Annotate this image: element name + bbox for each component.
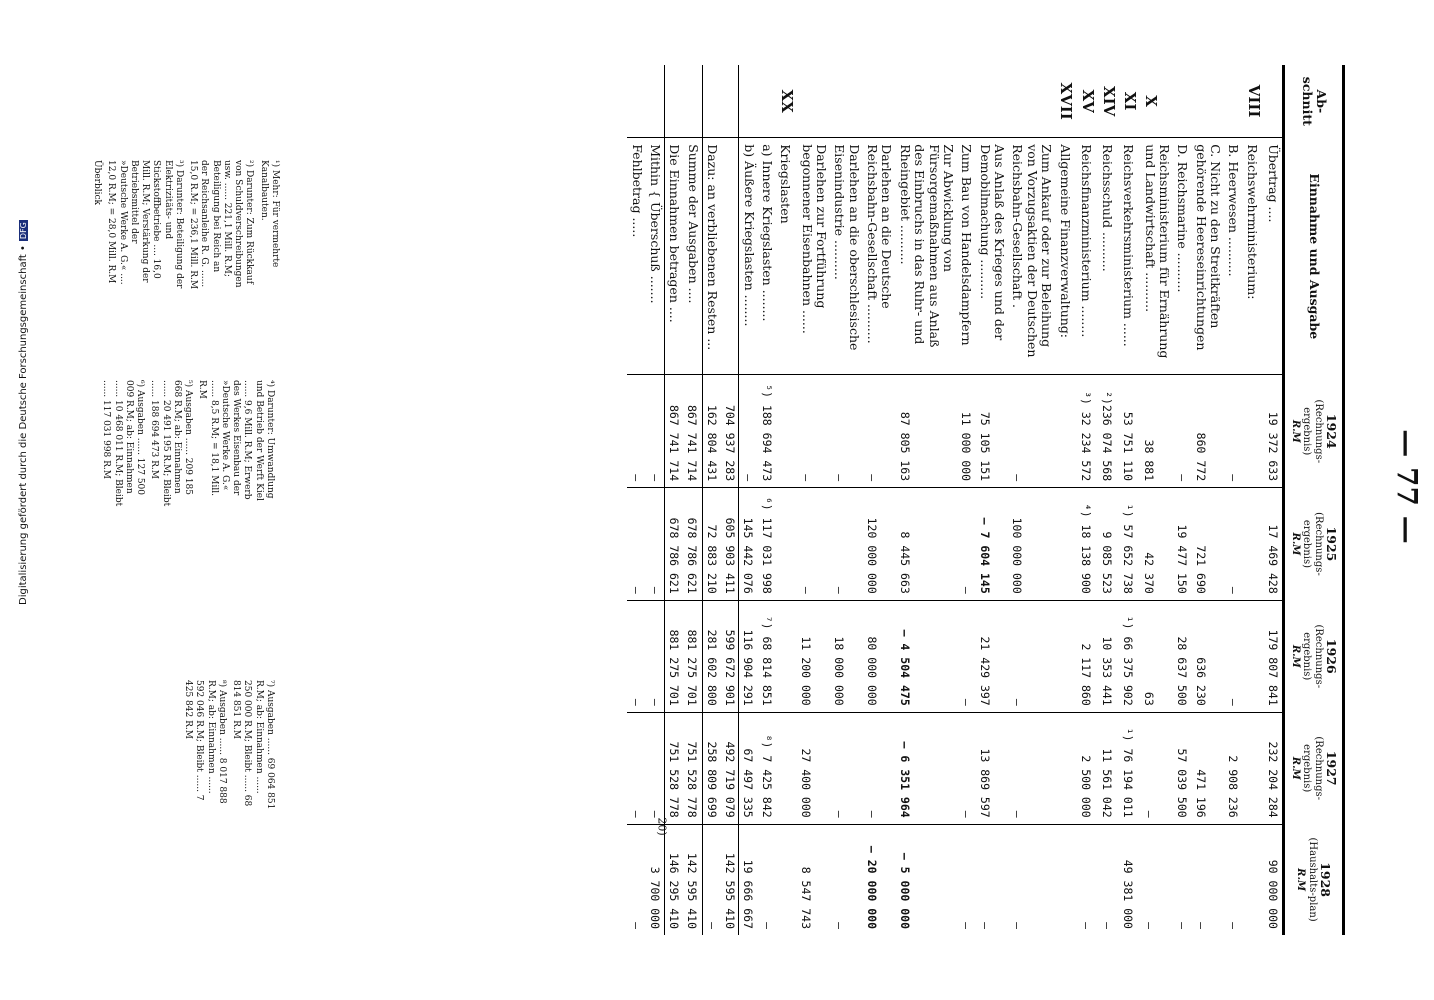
table-row xyxy=(1098,65,1119,935)
row-value: — xyxy=(1173,375,1191,488)
table-row xyxy=(1173,65,1191,935)
row-value: 90 000 000 xyxy=(1265,859,1280,929)
row-section xyxy=(1264,65,1284,138)
table-row xyxy=(664,65,683,935)
row-value: 471 196 xyxy=(1191,712,1224,824)
row-value xyxy=(1055,824,1076,935)
row-value: 18 000 000 xyxy=(830,600,863,712)
row-value: 8 445 663 xyxy=(896,488,958,601)
row-value xyxy=(776,824,797,935)
footnotes-right xyxy=(179,680,275,810)
row-value: 2 500 000 xyxy=(1077,712,1098,824)
row-value: — xyxy=(797,488,830,601)
row-value: 28 637 500 xyxy=(1173,600,1191,712)
row-value: — xyxy=(1226,922,1241,929)
row-label: Darlehen zur Fortführung begonnener Eisenbahnen ...... xyxy=(797,138,830,375)
table-row xyxy=(627,65,645,935)
row-value: 881 275 701 xyxy=(664,600,683,712)
row-label: Zum Bau von Handelsdampfern xyxy=(957,138,975,375)
row-value: 57 039 500 xyxy=(1173,712,1191,824)
row-section xyxy=(646,65,665,138)
row-value: 21 429 397 xyxy=(975,600,1008,712)
row-value: — xyxy=(1224,600,1242,712)
row-label: Kriegslasten xyxy=(776,138,797,375)
row-value: 67 497 335 xyxy=(739,712,758,824)
row-label: Darlehen an die Deutsche Reichsbahn-Gesellschaft .......... xyxy=(863,138,896,375)
row-value: 53 751 110 xyxy=(1119,375,1140,488)
row-value: 8 547 743 xyxy=(799,866,814,929)
row-value: ⁷) 68 814 851 xyxy=(758,600,776,712)
row-value: — xyxy=(627,375,645,488)
row-label: Summe der Ausgaben .... xyxy=(683,138,702,375)
row-value: 881 275 701 xyxy=(683,600,702,712)
row-value: 860 772 xyxy=(1191,375,1224,488)
row-value xyxy=(1243,375,1264,488)
row-value: — 4 504 475 xyxy=(896,600,958,712)
row-value: ⁴) 18 138 900 xyxy=(1077,488,1098,601)
table-row xyxy=(776,65,797,935)
table-row xyxy=(975,65,1008,935)
row-value: 867 741 714 xyxy=(683,375,702,488)
header-year-1924: 1924 (Rechnungs-ergebnis) R.M xyxy=(1284,375,1344,488)
bottom-page-number: 20) xyxy=(655,817,669,836)
row-value: — xyxy=(629,922,644,929)
row-label: Aus Anlaß des Krieges und der Demobilmachung .......... xyxy=(975,138,1008,375)
row-value: 281 602 800 xyxy=(702,600,721,712)
row-value: 751 528 778 xyxy=(664,712,683,824)
row-value: 142 595 410 xyxy=(721,824,739,935)
row-value: — xyxy=(797,375,830,488)
row-value: 179 807 841 xyxy=(1264,600,1284,712)
row-section: XI xyxy=(1119,65,1140,138)
row-value: 2 117 860 xyxy=(1077,600,1098,712)
row-value: — xyxy=(863,375,896,488)
row-value: ¹) 66 375 902 xyxy=(1119,600,1140,712)
row-value: 27 400 000 xyxy=(797,712,830,824)
row-value: ⁵) 188 694 473 xyxy=(758,375,776,488)
row-section xyxy=(797,65,830,138)
row-value: — xyxy=(1010,922,1025,929)
row-value: ⁸) 7 425 842 xyxy=(758,712,776,824)
row-value: 492 719 079 xyxy=(721,712,739,824)
table-header-row xyxy=(1284,65,1344,935)
table-row xyxy=(646,65,665,935)
row-value: — xyxy=(1224,488,1242,601)
row-value: 145 442 076 xyxy=(739,488,758,601)
table-row xyxy=(863,65,896,935)
row-value: 19 477 150 xyxy=(1173,488,1191,601)
row-value: — xyxy=(1099,922,1114,929)
row-value: — xyxy=(646,712,665,824)
row-value: 162 804 431 xyxy=(702,375,721,488)
row-value: — xyxy=(957,600,975,712)
row-value: 100 000 000 xyxy=(1008,488,1055,601)
row-value: — xyxy=(739,375,758,488)
row-value: — xyxy=(1008,600,1055,712)
row-value: 678 786 621 xyxy=(683,488,702,601)
footnote-6: ⁶) Ausgaben ...... 127 500 009 R.M; ab: Einnahmen ...... 10 468 011 R.M; Bleibt ...... 117 031 998 R.M xyxy=(101,380,146,507)
row-section: VIII xyxy=(1243,65,1264,138)
header-year-1927: 1927 (Rechnungs-ergebnis) R.M xyxy=(1284,712,1344,824)
row-value: — xyxy=(959,922,974,929)
row-value: 2 908 236 xyxy=(1224,712,1242,824)
row-value: — xyxy=(646,375,665,488)
row-value: — 5 000 000 xyxy=(897,852,912,929)
footnote-8: ⁸) Ausgaben ...... 8 017 888 R.M; ab: Einnahmen ...... 592 046 R.M; Bleibt ...... 7 425 842 R.M xyxy=(183,680,227,804)
row-value xyxy=(1055,375,1076,488)
row-value xyxy=(1243,488,1264,601)
row-value: 116 904 291 xyxy=(739,600,758,712)
row-label: Reichsministerium für Ernährung und Landwirtschaft .......... xyxy=(1140,138,1173,375)
page-number: — 77 — xyxy=(1390,429,1424,544)
row-section xyxy=(957,65,975,138)
row-value: 142 595 410 xyxy=(683,824,702,935)
table-row xyxy=(896,65,958,935)
header-year-1925: 1925 (Rechnungs-ergebnis) R.M xyxy=(1284,488,1344,601)
row-section xyxy=(702,65,721,138)
row-label: a) Innere Kriegslasten ........ xyxy=(758,138,776,375)
row-label: Zum Ankauf oder zur Beleihung von Vorzugsaktien der Deutschen Reichsbahn-Gesellschaft . xyxy=(1008,138,1055,375)
row-value: ⁶) 117 031 998 xyxy=(758,488,776,601)
row-label: Allgemeine Finanzverwaltung: xyxy=(1055,138,1076,375)
table-row xyxy=(1191,65,1224,935)
row-value: — 20 000 000 xyxy=(864,845,879,929)
row-value xyxy=(1055,488,1076,601)
row-label: Reichsverkehrsministerium ...... xyxy=(1119,138,1140,375)
budget-table-sheet xyxy=(320,65,1345,935)
row-value: 9 085 523 xyxy=(1098,488,1119,601)
row-value: 11 561 042 xyxy=(1098,712,1119,824)
row-value: 11 200 000 xyxy=(797,600,830,712)
table-row xyxy=(1008,65,1055,935)
row-value: 721 690 xyxy=(1191,488,1224,601)
row-label: Fehlbetrag ..... xyxy=(627,138,645,375)
footnotes-middle xyxy=(97,380,275,510)
row-value: 3 700 000 xyxy=(646,824,665,935)
row-value xyxy=(776,600,797,712)
row-value: — xyxy=(1224,375,1242,488)
row-section xyxy=(975,65,1008,138)
row-label: b) Äußere Kriegslasten ........ xyxy=(739,138,758,375)
row-section xyxy=(896,65,958,138)
footnote-overview: Überblick xyxy=(92,160,103,205)
footnote-3: ³) Darunter: Beteiligung der Elektrizitäts- und Stickstoffbetriebe .... 16,0 Mill. R.M; Verstärkung der Betriebsmittel der »Deutsche Werke A. G.« .... 12,0 R.M; = 28,0 Mill. R.M xyxy=(106,160,184,289)
row-value: — xyxy=(957,712,975,824)
row-value: — xyxy=(830,712,863,824)
row-value: 10 353 441 xyxy=(1098,600,1119,712)
row-value: — xyxy=(1142,922,1157,929)
row-label: B. Heerwesen .......... xyxy=(1224,138,1242,375)
table-row xyxy=(1119,65,1140,935)
row-value: — xyxy=(977,922,992,929)
footnote-5: ⁵) Ausgaben ...... 209 185 668 R.M; ab: Einnahmen ...... 20 491 195 R.M; Bleibt ...... 188 694 473 R.M xyxy=(149,380,194,507)
row-section xyxy=(1173,65,1191,138)
header-description: Einnahme und Ausgabe xyxy=(1284,138,1344,375)
row-section xyxy=(664,65,683,138)
table-row xyxy=(721,65,739,935)
row-section: X xyxy=(1140,65,1173,138)
row-value: — xyxy=(704,922,719,929)
row-value: 751 528 778 xyxy=(683,712,702,824)
row-value: 11 000 000 xyxy=(957,375,975,488)
table-row xyxy=(1243,65,1264,935)
row-value: 605 903 411 xyxy=(721,488,739,601)
table-row xyxy=(702,65,721,935)
row-section xyxy=(1008,65,1055,138)
footnote-1: ¹) Mehr: Für vermehrte Kanalbauten. xyxy=(258,160,280,268)
row-value: — xyxy=(830,375,863,488)
row-value xyxy=(1243,600,1264,712)
dfg-logo: DFG xyxy=(19,222,28,240)
row-label: Reichsschuld .......... xyxy=(1098,138,1119,375)
row-value: — xyxy=(957,488,975,601)
row-value: — xyxy=(1078,922,1093,929)
row-value: — xyxy=(1140,712,1173,824)
row-label: Dazu: an verbliebenen Resten ... xyxy=(702,138,721,375)
row-value: 49 381 000 xyxy=(1121,859,1136,929)
row-label: D. Reichsmarine .......... xyxy=(1173,138,1191,375)
footnote-4: ⁴) Darunter: Umwandlung und Betrieb der Werft Kiel ...... 9,6 Mill. R.M; Erwerb des Werkes Eisenbau der »Deutsche Werke A. G.« ...... 8,5 R.M; = 18,1 Mill. R.M xyxy=(197,380,275,501)
row-value xyxy=(1055,600,1076,712)
row-value xyxy=(1243,824,1264,935)
row-value: — xyxy=(646,488,665,601)
table-row xyxy=(683,65,702,935)
row-value: — xyxy=(627,600,645,712)
row-value: 258 809 699 xyxy=(702,712,721,824)
table-row xyxy=(797,65,830,935)
row-value: 13 869 597 xyxy=(975,712,1008,824)
row-label: Reichsfinanzministerium ........ xyxy=(1077,138,1098,375)
row-value xyxy=(776,375,797,488)
row-value: 19 666 667 xyxy=(741,859,756,929)
header-section: Ab-schnitt xyxy=(1284,65,1344,138)
row-value: 38 881 xyxy=(1140,375,1173,488)
row-section xyxy=(739,65,758,138)
row-value: 19 372 633 xyxy=(1264,375,1284,488)
table-row xyxy=(739,65,758,935)
row-value: 75 105 151 xyxy=(975,375,1008,488)
row-value: 704 937 283 xyxy=(721,375,739,488)
row-value: 867 741 714 xyxy=(664,375,683,488)
row-value: — xyxy=(1175,922,1190,929)
row-value: — xyxy=(627,712,645,824)
table-row xyxy=(1224,65,1242,935)
credit-text: Digitalisierung gefördert durch die Deutsche Forschungsgemeinschaft • xyxy=(18,245,29,605)
row-value: — xyxy=(830,488,863,601)
row-value: — xyxy=(1008,375,1055,488)
row-value: 72 883 210 xyxy=(702,488,721,601)
row-value: — xyxy=(759,922,774,929)
row-label xyxy=(721,138,739,375)
row-value: ¹) 57 652 738 xyxy=(1119,488,1140,601)
row-label: C. Nicht zu den Streitkräften gehörende Heereseinrichtungen xyxy=(1191,138,1224,375)
row-value: 232 204 284 xyxy=(1264,712,1284,824)
row-value xyxy=(1243,712,1264,824)
row-value: 636 230 xyxy=(1191,600,1224,712)
table-row xyxy=(1140,65,1173,935)
row-section xyxy=(863,65,896,138)
row-value: 146 295 410 xyxy=(667,852,682,929)
row-value: — 6 351 964 xyxy=(896,712,958,824)
row-section xyxy=(1224,65,1242,138)
row-section xyxy=(758,65,776,138)
row-value: — xyxy=(627,488,645,601)
row-label: Mithin { Überschuß ....... xyxy=(646,138,665,375)
row-value: 678 786 621 xyxy=(664,488,683,601)
row-value: ³) 32 234 572 xyxy=(1077,375,1098,488)
row-section xyxy=(1191,65,1224,138)
row-label: Übertrag .... xyxy=(1264,138,1284,375)
header-year-1926: 1926 (Rechnungs-ergebnis) R.M xyxy=(1284,600,1344,712)
row-value: — xyxy=(863,712,896,824)
row-value: 63 xyxy=(1140,600,1173,712)
row-section: XIV xyxy=(1098,65,1119,138)
row-section xyxy=(627,65,645,138)
row-label: Die Einnahmen betragen .... xyxy=(664,138,683,375)
table-row xyxy=(758,65,776,935)
row-value: ²)236 074 568 xyxy=(1098,375,1119,488)
budget-table xyxy=(627,65,1345,935)
row-section xyxy=(721,65,739,138)
row-value: 17 469 428 xyxy=(1264,488,1284,601)
row-section: XV xyxy=(1077,65,1098,138)
row-value: — xyxy=(646,600,665,712)
footnote-2: ²) Darunter: Zum Rückkauf von Schuldverschreibungen usw. ...... 221,1 Mill. R.M; Beteiligung bei Reich an der Reichsanleihe R. G. ...... 15,0 R.M; = 236,1 Mill. R.M xyxy=(188,160,255,290)
row-value: — xyxy=(1008,712,1055,824)
row-value xyxy=(1055,712,1076,824)
row-value: — xyxy=(832,922,847,929)
row-value: — 7 604 145 xyxy=(975,488,1008,601)
digitization-credit xyxy=(18,220,29,605)
row-section: XVII xyxy=(1055,65,1076,138)
row-value xyxy=(776,488,797,601)
footnote-7: ⁷) Ausgaben ...... 69 064 851 R.M; ab: Einnahmen ...... 250 000 R.M; Bleibt ...... 68 814 851 R.M xyxy=(231,680,275,810)
row-section xyxy=(830,65,863,138)
table-row xyxy=(1264,65,1284,935)
row-label: Reichswehrministerium: xyxy=(1243,138,1264,375)
table-body xyxy=(627,65,1283,935)
table-row xyxy=(830,65,863,935)
table-row xyxy=(1077,65,1098,935)
table-row xyxy=(1055,65,1076,935)
row-value: 87 805 163 xyxy=(896,375,958,488)
row-value: 120 000 000 xyxy=(863,488,896,601)
row-label: Darlehen an die oberschlesische Eisenindustrie .......... xyxy=(830,138,863,375)
footnotes-left xyxy=(88,160,280,290)
row-value: ¹) 76 194 011 xyxy=(1119,712,1140,824)
row-section: XX xyxy=(776,65,797,138)
row-section xyxy=(683,65,702,138)
row-value: 80 000 000 xyxy=(863,600,896,712)
table-row xyxy=(957,65,975,935)
row-value xyxy=(776,712,797,824)
row-label: Zur Abwicklung von Fürsorgemaßnahmen aus Anlaß des Einbruchs in das Ruhr- und Rheingebiet .......... xyxy=(896,138,958,375)
row-value: 599 672 901 xyxy=(721,600,739,712)
row-value: — xyxy=(1193,922,1208,929)
row-value: 42 370 xyxy=(1140,488,1173,601)
header-year-1928: 1928 (Haushalts-plan) R.M xyxy=(1284,824,1344,935)
